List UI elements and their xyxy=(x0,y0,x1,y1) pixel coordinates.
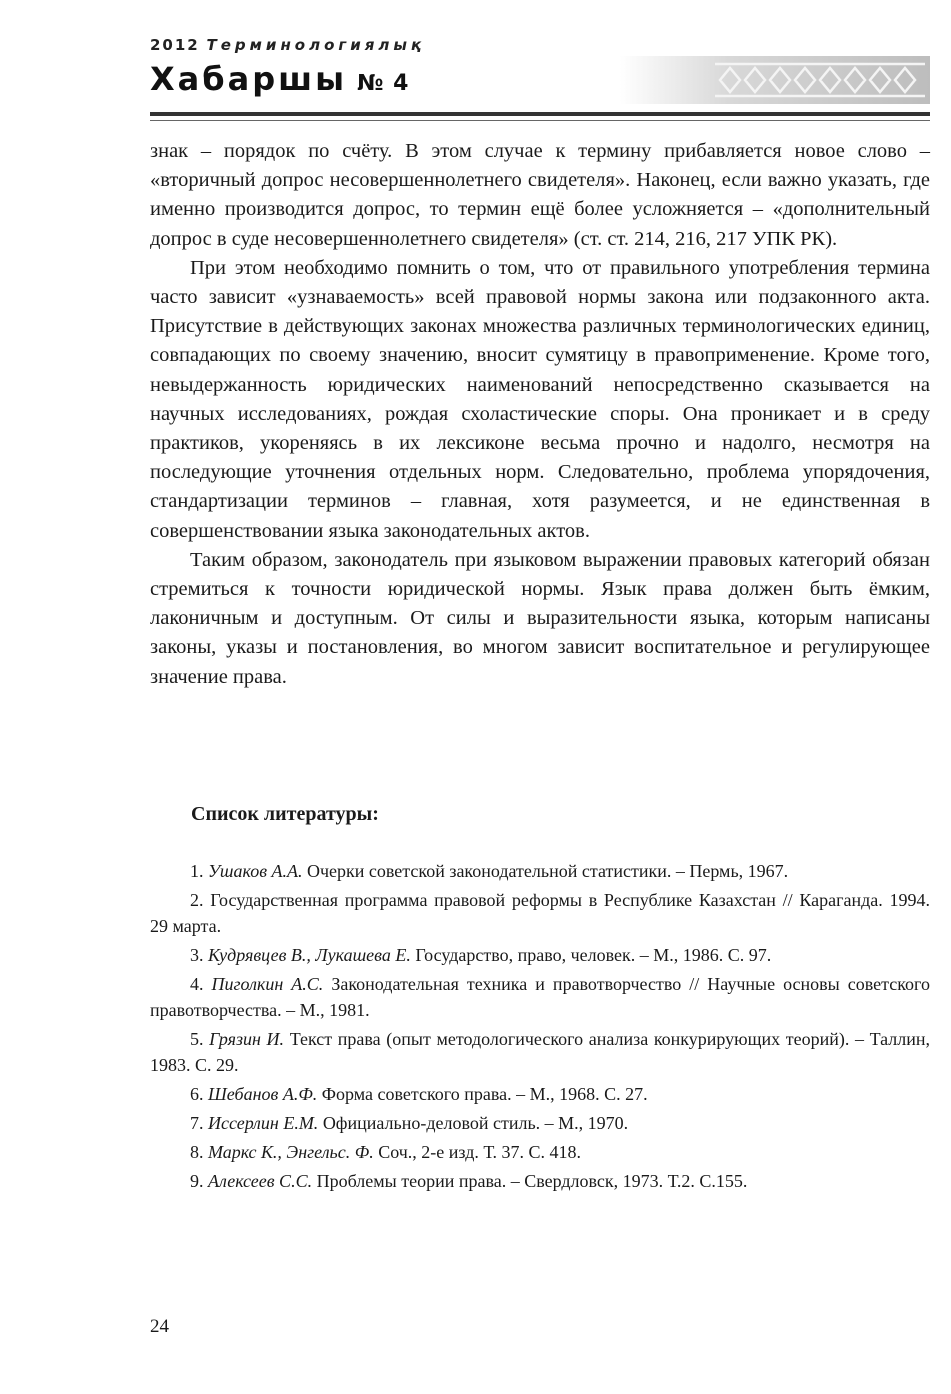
reference-item xyxy=(150,1081,930,1107)
reference-item xyxy=(150,1139,930,1165)
header-rule-thick xyxy=(150,112,930,116)
reference-number: 5. xyxy=(190,1029,204,1049)
references-heading: Список литературы: xyxy=(191,803,379,825)
reference-number: 7. xyxy=(190,1113,204,1133)
reference-author: Кудрявцев В., Лукашева Е. xyxy=(208,945,411,965)
page-number: 24 xyxy=(150,1316,169,1337)
body-text xyxy=(150,137,930,692)
reference-number: 4. xyxy=(190,974,204,994)
reference-author: Иссерлин Е.М. xyxy=(208,1113,319,1133)
reference-number: 3. xyxy=(190,945,204,965)
header-title-line xyxy=(150,60,409,98)
header-year: 2012 xyxy=(150,36,200,54)
reference-author: Алексеев С.С. xyxy=(208,1171,313,1191)
reference-number: 6. xyxy=(190,1084,204,1104)
reference-text: Текст права (опыт методологического анализа конкурирующих теорий). – Таллин, 1983. С. 29. xyxy=(150,1029,930,1075)
header-journal-name: Терминологиялық xyxy=(206,36,426,54)
header-rule-thin xyxy=(150,120,930,121)
reference-text: Проблемы теории права. – Свердловск, 1973. Т.2. С.155. xyxy=(316,1171,748,1191)
reference-item xyxy=(150,1110,930,1136)
page-header xyxy=(150,36,930,126)
references-list xyxy=(150,858,930,1197)
reference-text: Государство, право, человек. – М., 1986. С. 97. xyxy=(415,945,772,965)
reference-author: Шебанов А.Ф. xyxy=(208,1084,318,1104)
reference-author: Маркс К., Энгельс. Ф. xyxy=(208,1142,374,1162)
reference-author: Пиголкин А.С. xyxy=(211,974,324,994)
reference-text: Государственная программа правовой реформы в Республике Казахстан // Караганда. 1994. 29 марта. xyxy=(150,890,930,936)
reference-item xyxy=(150,1168,930,1194)
reference-author: Ушаков А.А. xyxy=(208,861,303,881)
paragraph-1: знак – порядок по счёту. В этом случае к термину прибавляется новое слово – «вторичный допрос несовершеннолетнего свидетеля». Наконец, если важно указать, где именно производится допрос, то термин ещё более усложняется – «дополнительный допрос в суде несовершеннолетнего свидетеля» (ст. ст. 214, 216, 217 УПК РК). xyxy=(150,140,930,250)
paragraph-2: При этом необходимо помнить о том, что от правильного употребления термина часто зависит «узнаваемость» всей правовой нормы закона или подзаконного акта. Присутствие в действующих законах множества различных терминологических единиц, совпадающих по своему значению, вносит сумятицу в правоприменение. Кроме того, невыдержанность юридических наименований непосредственно сказывается на научных исследованиях, рождая схоластические споры. Она проникает и в среду практиков, укореняясь в их лексиконе весьма прочно и надолго, несмотря на последующие уточнения отдельных норм. Следовательно, проблема упорядочения, стандартизации терминов – главная, хотя разумеется, и не единственная в совершенствовании языка законодательных актов. xyxy=(150,256,930,542)
reference-number: 2. xyxy=(190,890,204,910)
paragraph-3: Таким образом, законодатель при языковом выражении правовых категорий обязан стремиться к точности юридической нормы. Язык права должен быть ёмким, лаконичным и доступным. От силы и выразительности языка, которым написаны законы, указы и постановления, во многом зависит воспитательное и регулирующее значение права. xyxy=(150,548,930,688)
reference-text: Законодательная техника и правотворчество // Научные основы советского правотворчества. – М., 1981. xyxy=(150,974,930,1020)
reference-item xyxy=(150,971,930,1023)
reference-author: Грязин И. xyxy=(209,1029,285,1049)
header-issue: № 4 xyxy=(357,71,410,96)
header-title: Хабаршы xyxy=(150,60,348,98)
reference-text: Соч., 2-е изд. Т. 37. С. 418. xyxy=(378,1142,582,1162)
header-ornament xyxy=(620,56,930,104)
reference-text: Очерки советской законодательной статистики. – Пермь, 1967. xyxy=(307,861,789,881)
reference-text: Официально-деловой стиль. – М., 1970. xyxy=(322,1113,629,1133)
reference-item xyxy=(150,1026,930,1078)
reference-text: Форма советского права. – М., 1968. С. 27. xyxy=(321,1084,648,1104)
reference-item xyxy=(150,858,930,884)
reference-item xyxy=(150,942,930,968)
reference-number: 8. xyxy=(190,1142,204,1162)
reference-item xyxy=(150,887,930,939)
reference-number: 1. xyxy=(190,861,204,881)
reference-number: 9. xyxy=(190,1171,204,1191)
header-journal-line xyxy=(150,36,425,54)
